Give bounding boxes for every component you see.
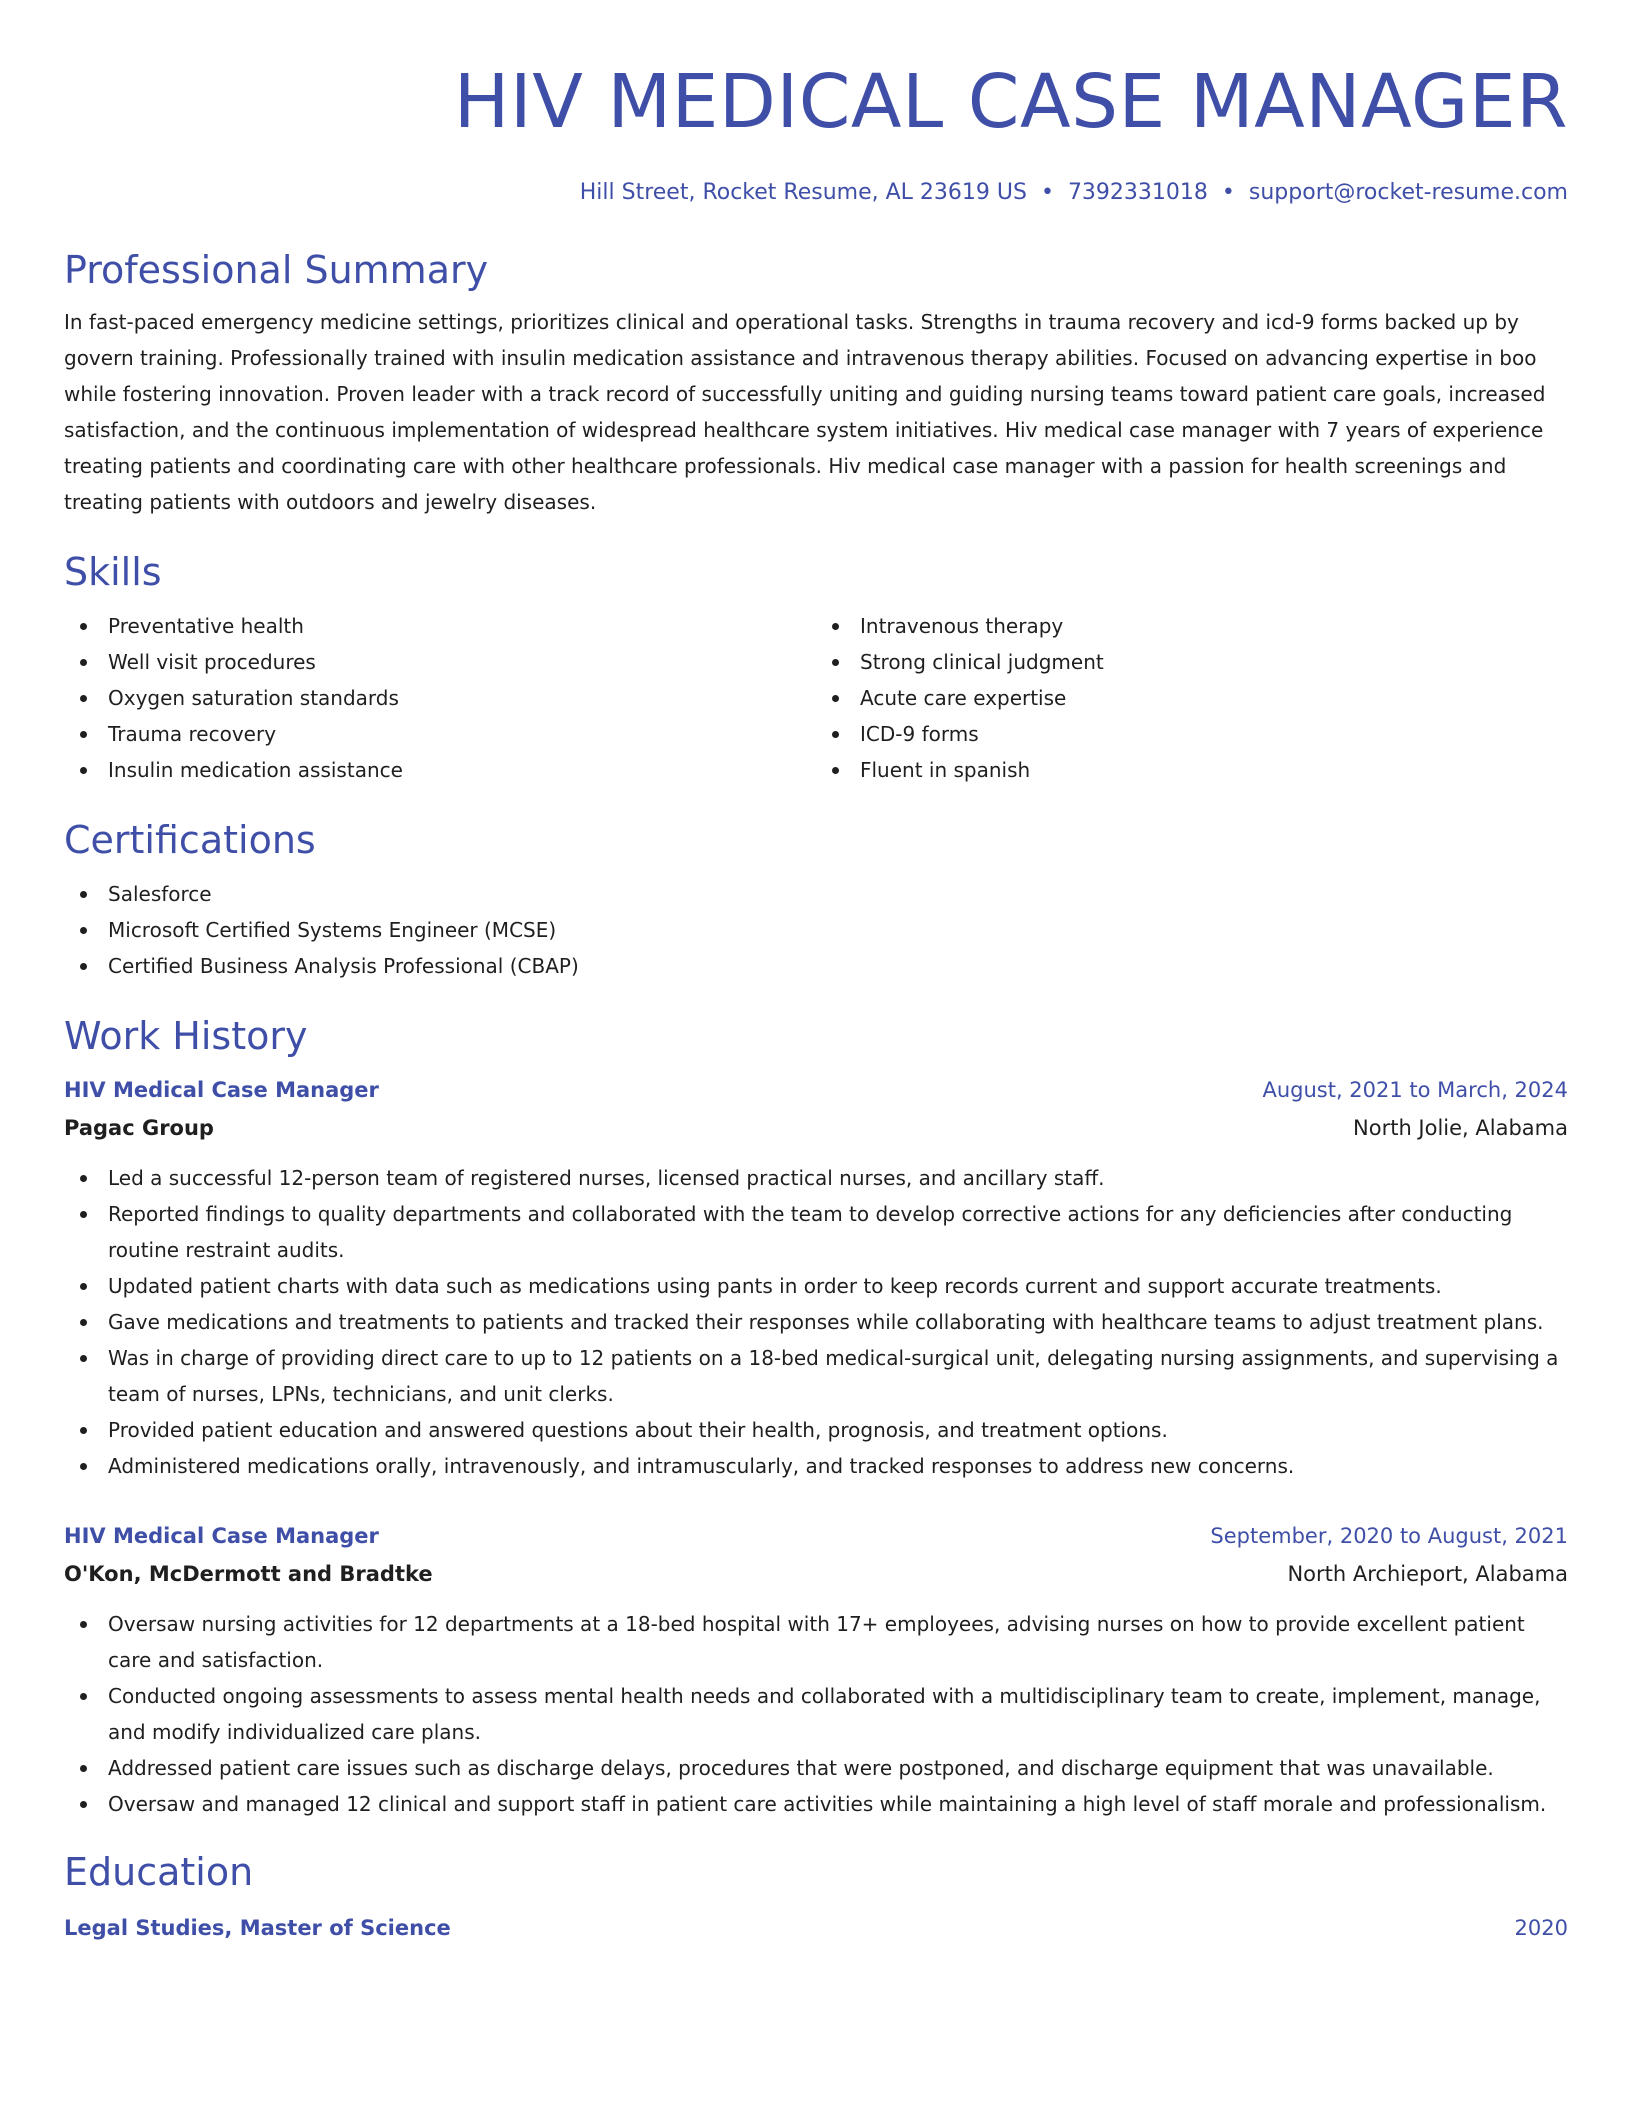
job-location: North Archieport, Alabama <box>1287 1562 1568 1586</box>
job-dates: August, 2021 to March, 2024 <box>1262 1078 1568 1102</box>
section-title-education: Education <box>64 1850 254 1894</box>
contact-separator: • <box>1040 180 1054 205</box>
section-title-summary: Professional Summary <box>64 248 489 292</box>
skill-item: Intravenous therapy <box>816 608 1568 644</box>
job-duty-item: Gave medications and treatments to patients and tracked their responses while collaborating with healthcare teams to adjust treatment plans. <box>64 1304 1568 1340</box>
contact-separator: • <box>1221 180 1235 205</box>
job-duty-item: Reported findings to quality departments and collaborated with the team to develop corrective actions for any deficiencies after conducting routine restraint audits. <box>64 1196 1568 1268</box>
section-title-certifications: Certifications <box>64 818 316 862</box>
skills-list-left <box>64 608 816 788</box>
job-entry <box>64 1072 1568 1484</box>
skill-item: Insulin medication assistance <box>64 752 816 788</box>
section-title-skills: Skills <box>64 550 162 594</box>
skill-item: ICD-9 forms <box>816 716 1568 752</box>
job-title-row <box>64 1072 1568 1108</box>
job-duty-item: Addressed patient care issues such as discharge delays, procedures that were postponed, and discharge equipment that was unavailable. <box>64 1750 1568 1786</box>
work-history-section <box>64 1012 1568 1822</box>
education-degree: Legal Studies, Master of Science <box>64 1916 451 1940</box>
job-title: HIV Medical Case Manager <box>64 1078 379 1102</box>
resume-header <box>64 52 1568 208</box>
job-location: North Jolie, Alabama <box>1353 1116 1568 1140</box>
skill-item: Preventative health <box>64 608 816 644</box>
job-company-row <box>64 1108 1568 1148</box>
section-title-work-history: Work History <box>64 1014 308 1058</box>
job-duties-list <box>64 1606 1568 1822</box>
job-title-row <box>64 1518 1568 1554</box>
job-entry <box>64 1518 1568 1822</box>
job-duty-item: Administered medications orally, intravenously, and intramuscularly, and tracked responses to address new concerns. <box>64 1448 1568 1484</box>
candidate-title: HIV MEDICAL CASE MANAGER <box>453 59 1568 145</box>
skills-section <box>64 548 1568 788</box>
certifications-section <box>64 816 1568 984</box>
job-dates: September, 2020 to August, 2021 <box>1210 1524 1568 1548</box>
job-company: O'Kon, McDermott and Bradtke <box>64 1562 433 1586</box>
skills-columns <box>64 608 1568 788</box>
job-duty-item: Led a successful 12-person team of registered nurses, licensed practical nurses, and ancillary staff. <box>64 1160 1568 1196</box>
summary-text: In fast-paced emergency medicine settings, prioritizes clinical and operational tasks. Strengths in trauma recovery and icd-9 forms backed up by govern training. Professionally trained with insulin medication assistance and intravenous therapy abilities. Focused on advancing expertise in boo while fostering innovation. Proven leader with a track record of successfully uniting and guiding nursing teams toward patient care goals, increased satisfaction, and the continuous implementation of widespread healthcare system initiatives. Hiv medical case manager with 7 years of experience treating patients and coordinating care with other healthcare professionals. Hiv medical case manager with a passion for health screenings and treating patients with outdoors and jewelry diseases. <box>64 310 1546 514</box>
job-company: Pagac Group <box>64 1116 214 1140</box>
contact-phone: 7392331018 <box>1067 180 1208 205</box>
skill-item: Oxygen saturation standards <box>64 680 816 716</box>
skill-item: Well visit procedures <box>64 644 816 680</box>
job-duties-list <box>64 1160 1568 1484</box>
education-section <box>64 1848 1568 1946</box>
certification-item: Microsoft Certified Systems Engineer (MCSE) <box>64 912 1568 948</box>
job-duty-item: Oversaw and managed 12 clinical and support staff in patient care activities while maintaining a high level of staff morale and professionalism. <box>64 1786 1568 1822</box>
job-duty-item: Was in charge of providing direct care to up to 12 patients on a 18-bed medical-surgical unit, delegating nursing assignments, and supervising a team of nurses, LPNs, technicians, and unit clerks. <box>64 1340 1568 1412</box>
skills-list-right <box>816 608 1568 788</box>
job-duty-item: Provided patient education and answered questions about their health, prognosis, and treatment options. <box>64 1412 1568 1448</box>
job-title: HIV Medical Case Manager <box>64 1524 379 1548</box>
certifications-list <box>64 876 1568 984</box>
certification-item: Certified Business Analysis Professional (CBAP) <box>64 948 1568 984</box>
skill-item: Trauma recovery <box>64 716 816 752</box>
job-duty-item: Oversaw nursing activities for 12 departments at a 18-bed hospital with 17+ employees, advising nurses on how to provide excellent patient care and satisfaction. <box>64 1606 1568 1678</box>
professional-summary-section <box>64 246 1568 520</box>
skills-column-left <box>64 608 816 788</box>
skill-item: Fluent in spanish <box>816 752 1568 788</box>
contact-email[interactable]: support@rocket-resume.com <box>1248 180 1568 205</box>
skill-item: Strong clinical judgment <box>816 644 1568 680</box>
skills-column-right <box>816 608 1568 788</box>
contact-line <box>64 178 1568 208</box>
job-company-row <box>64 1554 1568 1594</box>
certification-item: Salesforce <box>64 876 1568 912</box>
education-entry <box>64 1910 1568 1946</box>
job-duty-item: Conducted ongoing assessments to assess mental health needs and collaborated with a multidisciplinary team to create, implement, manage, and modify individualized care plans. <box>64 1678 1568 1750</box>
education-year: 2020 <box>1514 1916 1568 1940</box>
job-duty-item: Updated patient charts with data such as medications using pants in order to keep records current and support accurate treatments. <box>64 1268 1568 1304</box>
skill-item: Acute care expertise <box>816 680 1568 716</box>
contact-address: Hill Street, Rocket Resume, AL 23619 US <box>579 180 1027 205</box>
